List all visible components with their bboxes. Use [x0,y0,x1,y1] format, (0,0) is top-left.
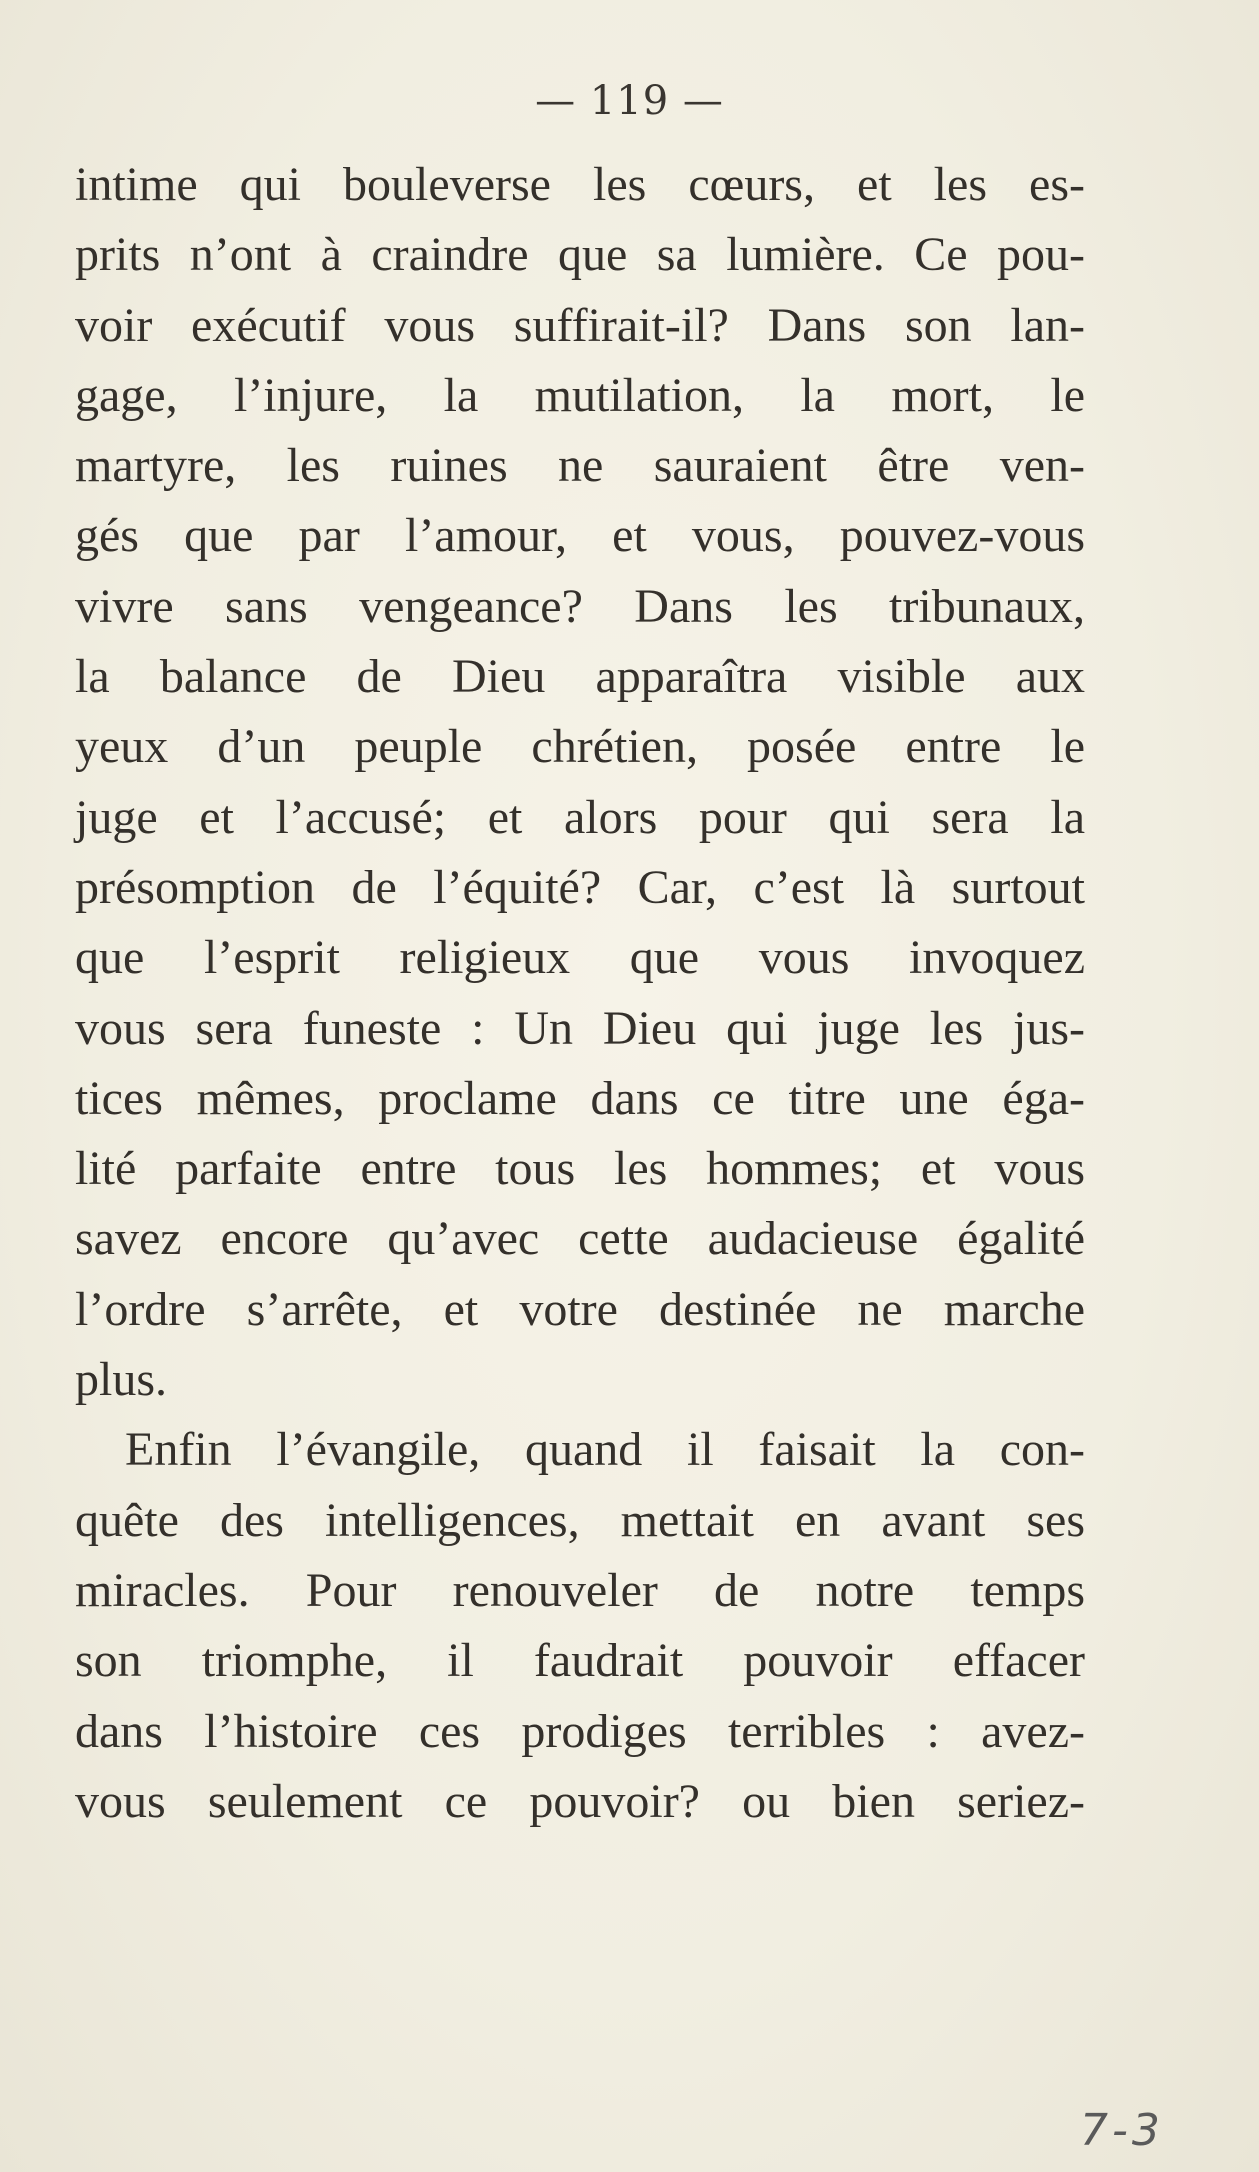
text-line: voir exécutif vous suffirait-il? Dans son lan- [75,298,1085,352]
text-line: vous seulement ce pouvoir? ou bien seriez- [75,1774,1085,1828]
text-line: l’ordre s’arrête, et votre destinée ne marche [75,1282,1085,1336]
handwritten-note: 7-3 [1080,2105,1164,2156]
text-line: que l’esprit religieux que vous invoquez [75,931,1085,985]
page-number: — 119 — [535,78,724,124]
text-line: martyre, les ruines ne sauraient être ven- [75,439,1085,493]
text-line: intime qui bouleverse les cœurs, et les es- [75,158,1085,211]
text-line: dans l’histoire ces prodiges terribles : avez- [75,1704,1085,1758]
text-line: juge et l’accusé; et alors pour qui sera la [75,790,1085,844]
text-line: présomption de l’équité? Car, c’est là surtout [75,860,1085,914]
text-line: savez encore qu’avec cette audacieuse égalité [75,1212,1085,1266]
text-line: quête des intelligences, mettait en avant ses [75,1493,1085,1547]
paragraph-start-line: Enfin l’évangile, quand il faisait la con- [125,1423,1085,1477]
text-line: lité parfaite entre tous les hommes; et vous [75,1142,1085,1196]
text-line: gés que par l’amour, et vous, pouvez-vous [75,509,1085,563]
text-line: gage, l’injure, la mutilation, la mort, le [75,368,1085,422]
text-line: vivre sans vengeance? Dans les tribunaux, [75,579,1085,633]
text-line: vous sera funeste : Un Dieu qui juge les jus- [75,1001,1085,1055]
text-line: yeux d’un peuple chrétien, posée entre le [75,720,1085,774]
body-text [75,150,1085,1837]
text-line: miracles. Pour renouveler de notre temps [75,1563,1085,1617]
text-line: son triomphe, il faudrait pouvoir effacer [75,1634,1085,1688]
paragraph-end-line: plus. [75,1353,168,1407]
text-line: tices mêmes, proclame dans ce titre une éga- [75,1071,1085,1125]
text-line: prits n’ont à craindre que sa lumière. Ce pou- [75,228,1085,282]
text-line: la balance de Dieu apparaîtra visible aux [75,650,1085,704]
